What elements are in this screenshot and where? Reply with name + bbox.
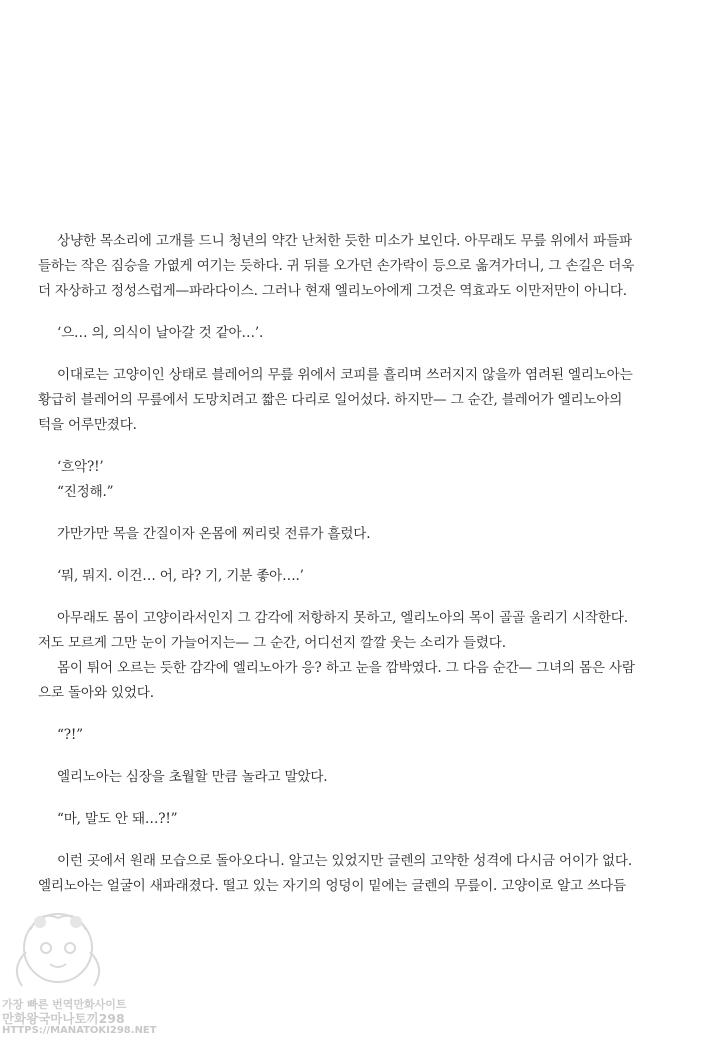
- text-line: 저도 모르게 그만 눈이 가늘어지는— 그 순간, 어디선지 깔깔 웃는 소리가 들렸다.: [38, 635, 506, 651]
- paragraph-1: [38, 229, 678, 304]
- document-page: [38, 229, 678, 899]
- text-line: 몸이 튀어 오르는 듯한 감각에 엘리노아가 응? 하고 눈을 깜박였다. 그 다음 순간— 그녀의 몸은 사람: [57, 660, 635, 676]
- text-line: ‘흐악?!’: [57, 459, 104, 475]
- text-line: 엘리노아는 얼굴이 새파래졌다. 떨고 있는 자기의 엉덩이 밑에는 글렌의 무릎이. 고양이로 알고 쓰다듬: [38, 878, 626, 894]
- text-line: ‘뭐, 뭐지. 이건… 어, 라? 기, 기분 좋아….’: [57, 568, 304, 584]
- text-line: 더 자상하고 정성스럽게—파라다이스. 그러나 현재 엘리노아에게 그것은 역효과도 이만저만이 아니다.: [38, 283, 627, 299]
- paragraph-6: [38, 564, 678, 589]
- paragraph-10: [38, 807, 678, 832]
- text-line: 턱을 어루만졌다.: [38, 417, 137, 433]
- watermark-url: HTTPS://MANATOKI298.NET: [2, 1025, 157, 1036]
- text-line: 가만가만 목을 간질이자 온몸에 찌리릿 전류가 흘렀다.: [57, 526, 371, 542]
- text-line: “?!”: [57, 727, 83, 743]
- text-line: 들하는 작은 짐승을 가엾게 여기는 듯하다. 귀 뒤를 오가던 손가락이 등으로 옮겨가더니, 그 손길은 더욱: [38, 258, 635, 274]
- paragraph-4: [38, 455, 678, 505]
- text-line: ‘으… 의, 의식이 날아갈 것 같아…’.: [57, 325, 264, 341]
- paragraph-8: [38, 723, 678, 748]
- text-line: 엘리노아는 심장을 초월할 만큼 놀라고 말았다.: [57, 769, 328, 785]
- paragraph-11: [38, 849, 678, 899]
- text-line: 으로 돌아와 있었다.: [38, 685, 154, 701]
- paragraph-9: [38, 765, 678, 790]
- text-line: 황급히 블레어의 무릎에서 도망치려고 짧은 다리로 일어섰다. 하지만— 그 순간, 블레어가 엘리노아의: [38, 392, 623, 408]
- text-line: 이대로는 고양이인 상태로 블레어의 무릎 위에서 코피를 흘리며 쓰러지지 않을까 염려된 엘리노아는: [57, 367, 633, 383]
- text-line: 이런 곳에서 원래 모습으로 돌아오다니. 알고는 있었지만 글렌의 고약한 성격에 다시금 어이가 없다.: [57, 853, 632, 869]
- text-line: “마, 말도 안 돼…?!”: [57, 811, 178, 827]
- watermark-line: 가장 빠른 번역만화사이트: [2, 998, 127, 1011]
- text-line: 아무래도 몸이 고양이라서인지 그 감각에 저항하지 못하고, 엘리노아의 목이 골골 울리기 시작한다.: [57, 610, 628, 626]
- watermark-line: 만화왕국마나토끼298: [2, 1011, 125, 1026]
- paragraph-3: [38, 363, 678, 438]
- paragraph-7: [38, 606, 678, 706]
- text-line: 상냥한 목소리에 고개를 드니 청년의 약간 난처한 듯한 미소가 보인다. 아무래도 무릎 위에서 파들파: [57, 233, 632, 249]
- site-watermark: [0, 908, 157, 1041]
- text-line: “진정해.”: [57, 484, 114, 500]
- paragraph-2: [38, 321, 678, 346]
- paragraph-5: [38, 522, 678, 547]
